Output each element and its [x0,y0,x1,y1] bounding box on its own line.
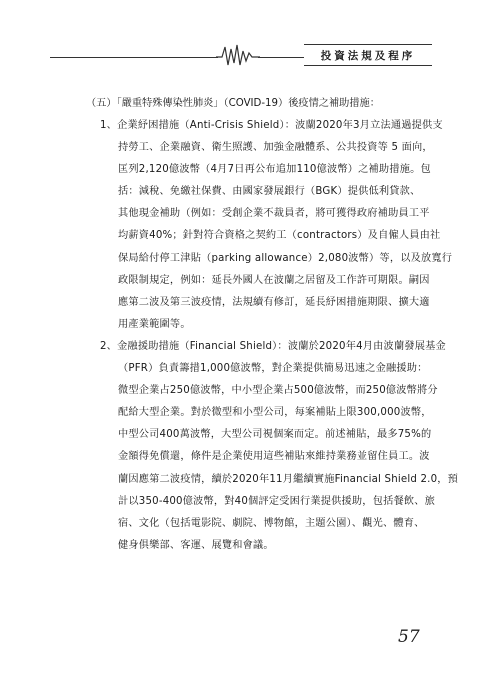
header-title-box [304,44,432,66]
header-title: 投資法規及程序 [320,49,416,62]
item-line: 持勞工、企業融資、衛生照護、加強金融體系、公共投資等 5 面向， [118,142,433,154]
item-line: 政限制規定，例如：延長外國人在波蘭之居留及工作許可期限。嗣因 [118,274,430,286]
item-line: 匡列2,120億波幣（4月7日再公布追加110億波幣）之補助措施。包 [118,164,431,176]
item-line: 均薪資40%；針對符合資格之契約工（contractors）及自僱人員由社 [118,230,441,242]
item-line: 其他現金補助（例如：受創企業不裁員者，將可獲得政府補助員工平 [118,208,430,220]
list-item [100,115,453,336]
item-line: 用產業範圍等。 [118,318,191,330]
item-line: 金額得免償還，條件是企業使用這些補貼來維持業務並留住員工。波 [118,451,430,463]
item-line: 宿、文化（包括電影院、劇院、博物館，主題公園）、觀光、體育、 [118,517,425,529]
item-line: 1、企業紓困措施（Anti-Crisis Shield）：波蘭2020年3月立法通過提供支 [100,120,443,131]
header-rule-left [50,57,218,58]
pulse-wave-icon [216,43,260,67]
list-item [100,336,459,557]
section-heading: （五）「嚴重特殊傳染性肺炎」（COVID-19）後疫情之補助措施： [86,98,380,109]
item-line: 計以350-400億波幣，對40個評定受困行業提供援助，包括餐飲、旅 [118,495,436,507]
item-line: 括：減稅、免繳社保費、由國家發展銀行（BGK）提供低利貸款、 [118,186,421,198]
item-line: 應第二波及第三波疫情，法規續有修訂，延長紓困措施期限、擴大適 [118,296,430,308]
item-line: 配給大型企業。對於微型和小型公司，每案補貼上限300,000波幣， [118,407,432,419]
item-line: 中型公司400萬波幣，大型公司視個案而定。前述補貼，最多75%的 [118,429,432,441]
item-line: 保局給付停工津貼（parking allowance）2,080波幣）等，以及放寬行 [118,252,453,264]
item-line: 2、金融援助措施（Financial Shield）：波蘭於2020年4月由波蘭發展基金 [100,341,446,352]
item-line: 微型企業占250億波幣，中小型企業占500億波幣，而250億波幣將分 [118,385,438,397]
item-line: 健身俱樂部、客運、展覽和會議。 [118,539,274,551]
header-rule-right [258,57,304,58]
item-line: 蘭因應第二波疫情，續於2020年11月繼續實施Financial Shield 2.0，預 [118,473,459,485]
page-number: 57 [398,627,420,647]
item-line: （PFR）負責籌措1,000億波幣，對企業提供簡易迅速之金融援助： [118,363,428,375]
